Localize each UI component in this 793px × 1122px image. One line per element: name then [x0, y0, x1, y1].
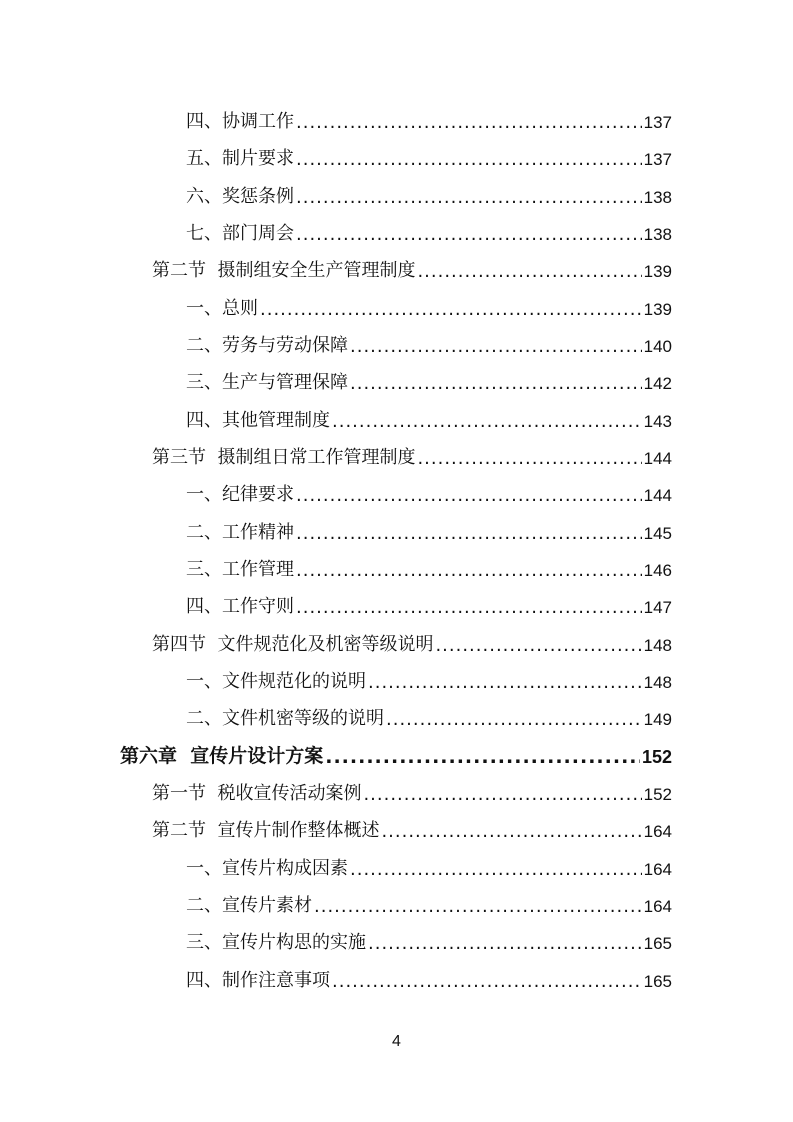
toc-entry-page: 139 [643, 300, 672, 319]
toc-entry-title: 三、工作管理 [186, 559, 294, 580]
toc-entry[interactable] [0, 964, 672, 992]
toc-entry[interactable] [0, 404, 672, 432]
toc-entry-title: 四、协调工作 [186, 111, 294, 132]
toc-entry-page: 164 [643, 860, 672, 879]
toc-entry[interactable] [0, 292, 672, 320]
toc-entry[interactable] [0, 180, 672, 208]
toc-entry[interactable] [0, 628, 672, 656]
toc-entry-page: 138 [643, 188, 672, 207]
toc-entry-title: 二、文件机密等级的说明 [186, 708, 384, 729]
toc-leader-dots [314, 896, 642, 917]
toc-entry[interactable] [0, 702, 672, 730]
toc-entry-title: 第二节 摄制组安全生产管理制度 [152, 260, 416, 281]
toc-leader-dots [296, 597, 642, 618]
toc-entry-title: 一、宣传片构成因素 [186, 858, 348, 879]
toc-entry-title: 第三节 摄制组日常工作管理制度 [152, 447, 416, 468]
toc-entry-page: 152 [641, 747, 672, 767]
toc-entry-title: 五、制片要求 [186, 148, 294, 169]
toc-entry[interactable] [0, 814, 672, 842]
toc-entry-page: 146 [643, 561, 672, 580]
toc-leader-dots [386, 709, 642, 730]
toc-leader-dots [296, 224, 642, 245]
toc-entry-title: 四、其他管理制度 [186, 410, 330, 431]
toc-entry-page: 140 [643, 337, 672, 356]
toc-entry-title: 四、制作注意事项 [186, 970, 330, 991]
toc-entry-page: 164 [643, 897, 672, 916]
toc-entry[interactable] [0, 254, 672, 282]
toc-entry[interactable] [0, 516, 672, 544]
toc-leader-dots [296, 560, 642, 581]
toc-entry-title: 七、部门周会 [186, 223, 294, 244]
toc-leader-dots [368, 672, 642, 693]
toc-entry-page: 137 [643, 113, 672, 132]
toc-entry-title: 第二节 宣传片制作整体概述 [152, 820, 380, 841]
toc-entry-page: 144 [643, 449, 672, 468]
toc-leader-dots [350, 373, 642, 394]
toc-leader-dots [417, 448, 641, 469]
toc-leader-dots [260, 299, 642, 320]
toc-entry[interactable] [0, 777, 672, 805]
toc-entry-page: 137 [643, 150, 672, 169]
toc-entry-title: 第四节 文件规范化及机密等级说明 [152, 634, 434, 655]
toc-entry-title: 三、宣传片构思的实施 [186, 932, 366, 953]
toc-entry-page: 148 [643, 636, 672, 655]
toc-entry-page: 142 [643, 374, 672, 393]
toc-entry-page: 144 [643, 486, 672, 505]
toc-entry-page: 148 [643, 673, 672, 692]
toc-entry-page: 138 [643, 225, 672, 244]
toc-entry-page: 139 [643, 262, 672, 281]
toc-entry[interactable] [0, 553, 672, 581]
toc-entry-page: 149 [643, 710, 672, 729]
toc-entry-title: 一、文件规范化的说明 [186, 671, 366, 692]
toc-leader-dots [296, 485, 642, 506]
toc-entry-title: 第一节 税收宣传活动案例 [152, 783, 362, 804]
toc-leader-dots [363, 784, 641, 805]
toc-leader-dots [296, 523, 642, 544]
toc-leader-dots [325, 746, 640, 768]
toc-leader-dots [435, 635, 641, 656]
toc-entry[interactable] [0, 366, 672, 394]
toc-entry-page: 152 [643, 785, 672, 804]
toc-entry[interactable] [0, 142, 672, 170]
toc-entry[interactable] [0, 217, 672, 245]
toc-entry-title: 一、总则 [186, 298, 258, 319]
toc-entry-title: 四、工作守则 [186, 596, 294, 617]
toc-entry[interactable] [0, 105, 672, 133]
toc-entry-page: 147 [643, 598, 672, 617]
toc-entry[interactable] [0, 478, 672, 506]
toc-entry[interactable] [0, 665, 672, 693]
page-number: 4 [392, 1033, 401, 1050]
toc-chapter-entry[interactable] [0, 740, 672, 768]
toc-entry-page: 164 [643, 822, 672, 841]
toc-entry[interactable] [0, 329, 672, 357]
toc-leader-dots [368, 933, 642, 954]
toc-leader-dots [296, 149, 642, 170]
toc-entry[interactable] [0, 889, 672, 917]
toc-leader-dots [350, 336, 642, 357]
toc-entry-page: 143 [643, 412, 672, 431]
toc-leader-dots [296, 112, 642, 133]
toc-entry[interactable] [0, 852, 672, 880]
toc-entry-title: 二、劳务与劳动保障 [186, 335, 348, 356]
toc-leader-dots [332, 411, 642, 432]
toc-entry-title: 第六章 宣传片设计方案 [120, 745, 324, 767]
toc-entry-title: 二、工作精神 [186, 522, 294, 543]
toc-leader-dots [296, 187, 642, 208]
toc-entry[interactable] [0, 590, 672, 618]
toc-entry-title: 三、生产与管理保障 [186, 372, 348, 393]
toc-entry-page: 145 [643, 524, 672, 543]
toc-leader-dots [381, 821, 641, 842]
toc-leader-dots [350, 859, 642, 880]
toc-entry-title: 二、宣传片素材 [186, 895, 312, 916]
toc-entry[interactable] [0, 441, 672, 469]
toc-entry-page: 165 [643, 972, 672, 991]
toc-leader-dots [417, 261, 641, 282]
toc-entry[interactable] [0, 926, 672, 954]
toc-leader-dots [332, 971, 642, 992]
toc-entry-title: 六、奖惩条例 [186, 186, 294, 207]
toc-entry-title: 一、纪律要求 [186, 484, 294, 505]
toc-entry-page: 165 [643, 934, 672, 953]
